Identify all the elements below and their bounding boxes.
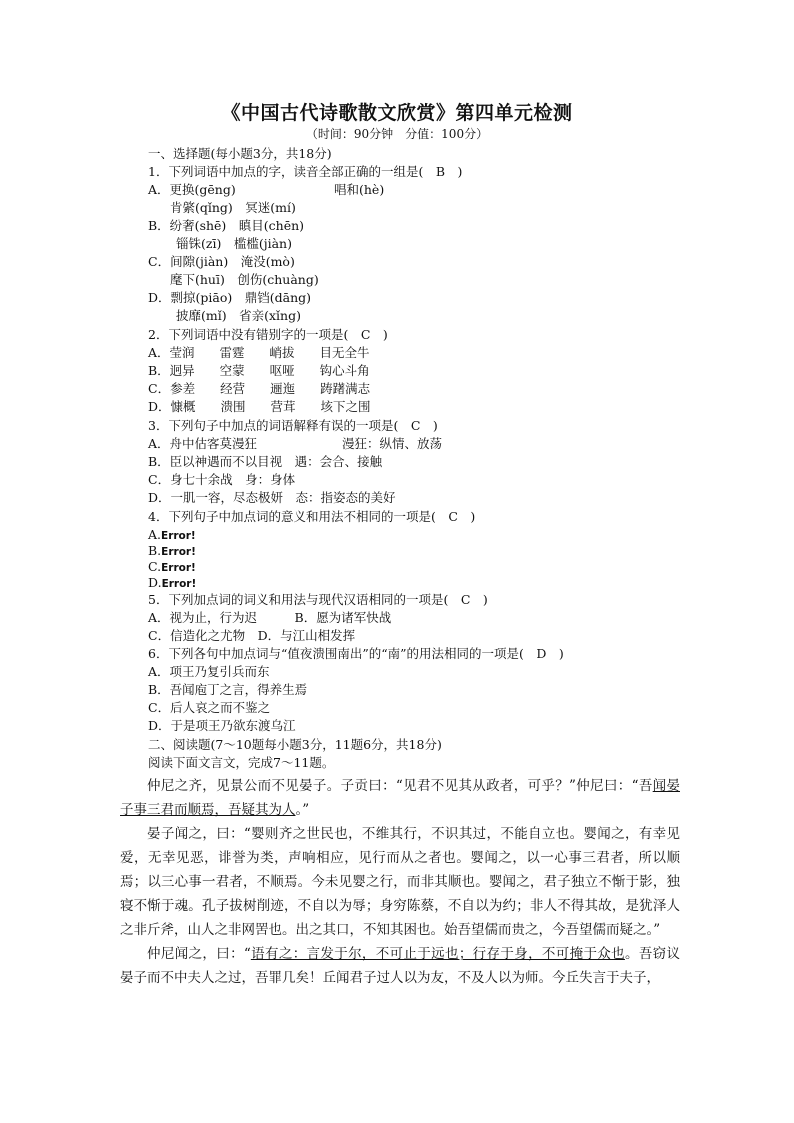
q4-option-c-error: Error! — [161, 562, 196, 574]
q4-option-d-error: Error! — [161, 578, 197, 590]
q1-option-a-part3: 肯綮(qǐng) 冥迷(mí) — [170, 200, 296, 215]
q2-option-a: A．莹润 雷霆 峭拔 目无全牛 — [148, 345, 370, 360]
passage-paragraph-3: 仲尼闻之，曰：“语有之：言发于尔，不可止于远也；行存于身，不可掩于众也。吾窃议晏子而不中夫人之过，吾罪几矣！丘闻君子过人以为友，不及人以为师。今丘失言于夫子， — [120, 946, 681, 986]
q1-option-d: D．剽掠(piāo) 鼎铛(dāng) — [148, 290, 312, 305]
q6-option-c: C．后人哀之而不鉴之 — [148, 700, 271, 715]
section-heading: 一、选择题(每小题3分，共18分) — [148, 146, 332, 161]
q2-option-c: C．参差 经营 逦迤 踌躇满志 — [148, 381, 371, 396]
q3-option-c: C．身七十余战 身：身体 — [148, 472, 296, 487]
q6-option-d: D．于是项王乃欲东渡乌江 — [148, 718, 296, 733]
q1-option-b-part2: 锱铢(zī) 槛槛(jiàn) — [176, 236, 292, 251]
q4-option-d — [148, 575, 196, 592]
passage-paragraph-2: 晏子闻之，曰：“婴则齐之世民也，不维其行，不识其过，不能自立也。婴闻之，有幸见爱，无幸见恶，诽誉为类，声响相应，见行而从之者也。婴闻之，以一心事三君者，所以顺焉；以三心事一君者，不顺焉。今未见婴之行，而非其顺也。婴闻之，君子独立不惭于影，独寝不惭于魂。孔子拔树削迹，不自以为辱；身穷陈蔡，不自以为约；非人不得其故，是犹泽人之非斤斧，山人之非网罟也。出之其口，不知其困也。始吾望儒而贵之，今吾望儒而疑之。” — [120, 826, 680, 938]
q4-option-a — [148, 527, 196, 544]
q2-option-b: B．迥异 空蒙 呕哑 钩心斗角 — [148, 363, 370, 378]
q4-option-c — [148, 559, 196, 576]
q3-option-d: D．一肌一容，尽态极妍 态：指姿态的美好 — [148, 490, 396, 505]
q1-option-b: B．纷奢(shē) 瞋目(chēn) — [148, 218, 305, 233]
q1-option-d-part2: 披靡(mǐ) 省亲(xǐng) — [176, 308, 301, 323]
q1-option-c: C．间隙(jiàn) 淹没(mò) — [148, 254, 295, 269]
q4-option-d-label: D. — [148, 575, 162, 590]
question-3-stem: 3．下列句子中加点的词语解释有误的一项是( C ) — [148, 418, 438, 433]
q3-option-b: B．臣以神遇而不以目视 遇：会合、接触 — [148, 454, 383, 469]
question-2-stem: 2．下列词语中没有错别字的一项是( C ) — [148, 327, 388, 342]
underlined-sentence-2: 语有之：言发于尔，不可止于远也；行存于身，不可掩于众也 — [250, 946, 625, 962]
underlined-sentence-1: 闻晏子事三君而顺焉，吾疑其为人 — [120, 778, 680, 818]
q6-option-a: A．项王乃复引兵而东 — [148, 664, 270, 679]
question-1-stem: 1．下列词语中加点的字，读音全部正确的一组是( B ) — [148, 164, 463, 179]
q2-option-d: D．慷概 溃围 营茸 垓下之围 — [148, 399, 371, 414]
passage-paragraph-1: 仲尼之齐，见景公而不见晏子。子贡曰：“见君不见其从政者，可乎？”仲尼曰：“吾闻晏子事三君而顺焉，吾疑其为人。” — [120, 778, 680, 818]
reading-passage — [120, 774, 680, 990]
exam-meta: （时间：90分钟 分值：100分） — [305, 127, 489, 141]
q5-options-cd: C．信造化之尤物 D．与江山相发挥 — [148, 628, 356, 643]
q5-options-ab: A．视为止，行为迟 B．愿为诸军快战 — [148, 610, 392, 625]
page-title: 《中国古代诗歌散文欣赏》第四单元检测 — [221, 102, 573, 124]
q4-option-b — [148, 543, 196, 560]
q6-option-b: B．吾闻庖丁之言，得养生焉 — [148, 682, 308, 697]
q4-option-a-error: Error! — [161, 530, 196, 542]
section-heading-2: 二、阅读题(7～10题每小题3分，11题6分，共18分) — [148, 737, 442, 752]
q3-option-a: A．舟中估客莫漫狂 — [148, 436, 258, 451]
question-4-stem: 4．下列句子中加点词的意义和用法不相同的一项是( C ) — [148, 509, 476, 524]
reading-instructions: 阅读下面文言文，完成7～11题。 — [148, 755, 335, 770]
q3-option-a-gloss: 漫狂：纵情、放荡 — [342, 436, 443, 451]
q1-option-a-part2: 唱和(hè) — [334, 182, 385, 197]
q4-option-c-label: C. — [148, 559, 162, 574]
question-5-stem: 5．下列加点词的词义和用法与现代汉语相同的一项是( C ) — [148, 592, 488, 607]
q1-option-a: A．更换(gēng) — [148, 182, 236, 197]
q4-option-b-label: B. — [148, 543, 162, 558]
question-6-stem: 6．下列各句中加点词与“值夜溃围南出”的“南”的用法相同的一项是( D ) — [148, 646, 564, 661]
q1-option-c-part2: 麾下(huī) 创伤(chuàng) — [170, 272, 319, 287]
q4-option-b-error: Error! — [161, 546, 196, 558]
q4-option-a-label: A. — [148, 527, 162, 542]
